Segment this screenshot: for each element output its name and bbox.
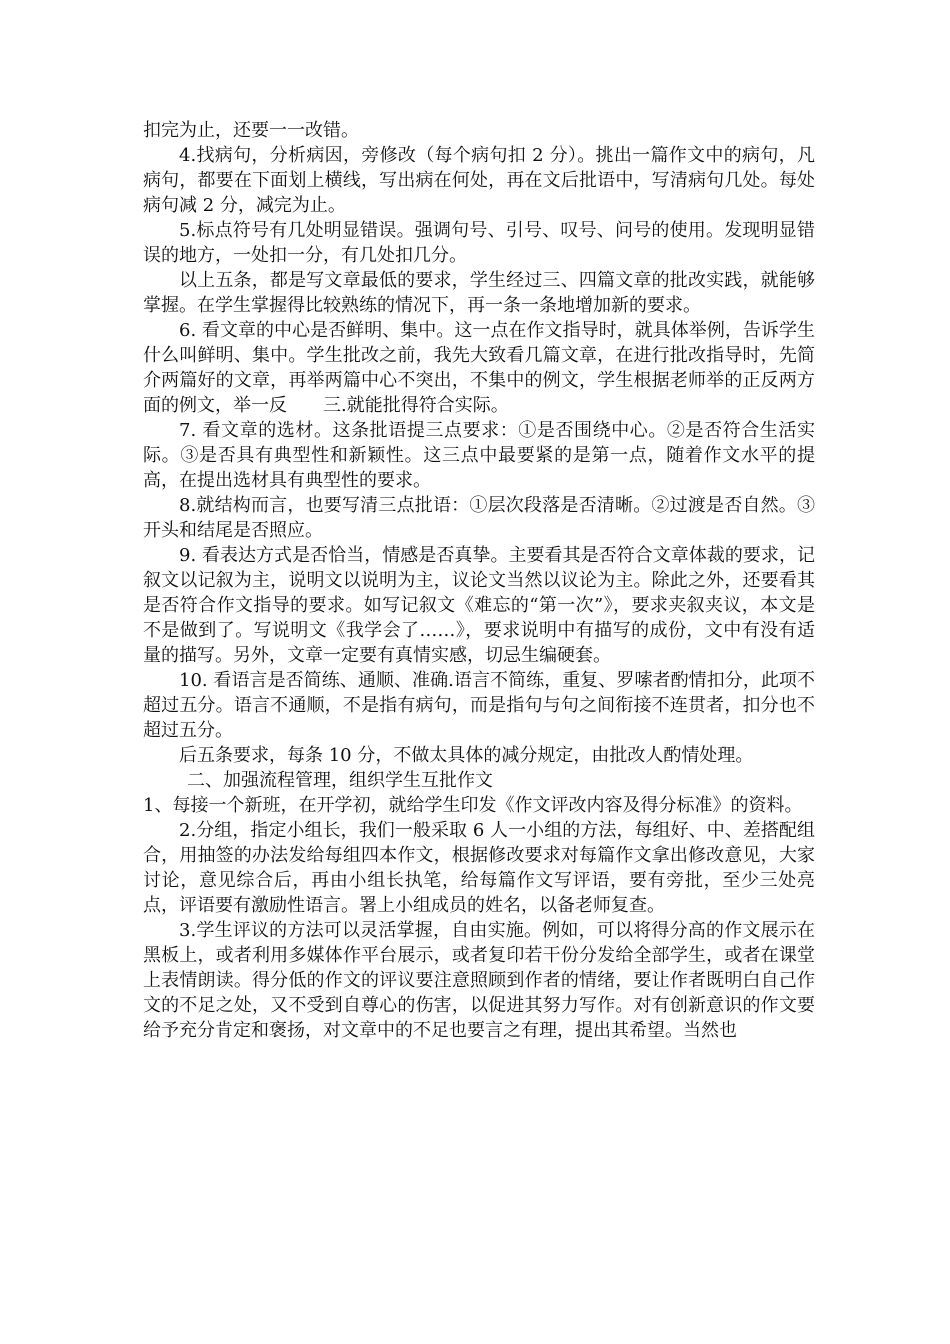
paragraph-item-9: 9. 看表达方式是否恰当，情感是否真挚。主要看其是否符合文章体裁的要求，记叙文以记叙为主，说明文以说明为主，议论文当然以议论为主。除此之外，还要看其是否符合作文指导的要求。如写记叙文《难忘的“第一次”》，要求夹叙夹议，本文是不是做到了。写说明文《我学会了……》，要求说明中有描写的成份，文中有没有适量的描写。另外，文章一定要有真情实感，切忌生编硬套。 [143, 545, 815, 666]
paragraph-step-1: 1、每接一个新班，在开学初，就给学生印发《作文评改内容及得分标准》的资料。 [143, 795, 803, 816]
paragraph-item-4: 4.找病句，分析病因，旁修改（每个病句扣 2 分）。挑出一篇作文中的病句，凡病句，都要在下面划上横线，写出病在何处，再在文后批语中，写清病句几处。每处病句减 2 分，减完为止。 [143, 145, 815, 216]
paragraph-item-6: 6. 看文章的中心是否鲜明、集中。这一点在作文指导时，就具体举例，告诉学生什么叫鲜明、集中。学生批改之前，我先大致看几篇文章，在进行批改指导时，先简介两篇好的文章，再举两篇中心不突出，不集中的例文，学生根据老师举的正反两方面的例文，举一反 三.就能批得符合实际。 [143, 320, 815, 416]
paragraph-item-7: 7. 看文章的选材。这条批语提三点要求：①是否围绕中心。②是否符合生活实际。③是否具有典型性和新颖性。这三点中最要紧的是第一点，随着作文水平的提高，在提出选材具有典型性的要求。 [143, 420, 815, 491]
paragraph-summary: 以上五条，都是写文章最低的要求，学生经过三、四篇文章的批改实践，就能够掌握。在学生掌握得比较熟练的情况下，再一条一条地增加新的要求。 [143, 270, 815, 316]
paragraph-scoring-note: 后五条要求，每条 10 分，不做太具体的减分规定，由批改人酌情处理。 [179, 745, 754, 766]
paragraph-item-10: 10. 看语言是否简练、通顺、准确.语言不简练，重复、罗嗦者酌情扣分，此项不超过五分。语言不通顺，不是指有病句，而是指句与句之间衔接不连贯者，扣分也不超过五分。 [143, 670, 815, 741]
section-heading: 二、加强流程管理，组织学生互批作文 [187, 770, 493, 791]
paragraph-item-5: 5.标点符号有几处明显错误。强调句号、引号、叹号、问号的使用。发现明显错误的地方，一处扣一分，有几处扣几分。 [143, 220, 815, 266]
paragraph-step-3: 3.学生评议的方法可以灵活掌握，自由实施。例如，可以将得分高的作文展示在黑板上，或者利用多媒体作平台展示，或者复印若干份分发给全部学生，或者在课堂上表情朗读。得分低的作文的评议要注意照顾到作者的情绪，要让作者既明白自己作文的不足之处，又不受到自尊心的伤害，以促进其努力写作。对有创新意识的作文要给予充分肯定和褒扬，对文章中的不足也要言之有理，提出其希望。当然也 [143, 920, 815, 1041]
paragraph-continuation: 扣完为止，还要一一改错。 [143, 120, 359, 141]
paragraph-step-2: 2.分组，指定小组长，我们一般采取 6 人一小组的方法，每组好、中、差搭配组合，用抽签的办法发给每组四本作文，根据修改要求对每篇作文拿出修改意见，大家讨论，意见综合后，再由小组长执笔，给每篇作文写评语，要有旁批，至少三处亮点，评语要有激励性语言。署上小组成员的姓名，以备老师复查。 [143, 820, 815, 916]
paragraph-item-8: 8.就结构而言，也要写清三点批语：①层次段落是否清晰。②过渡是否自然。③开头和结尾是否照应。 [143, 495, 815, 541]
document-body [143, 118, 815, 1043]
